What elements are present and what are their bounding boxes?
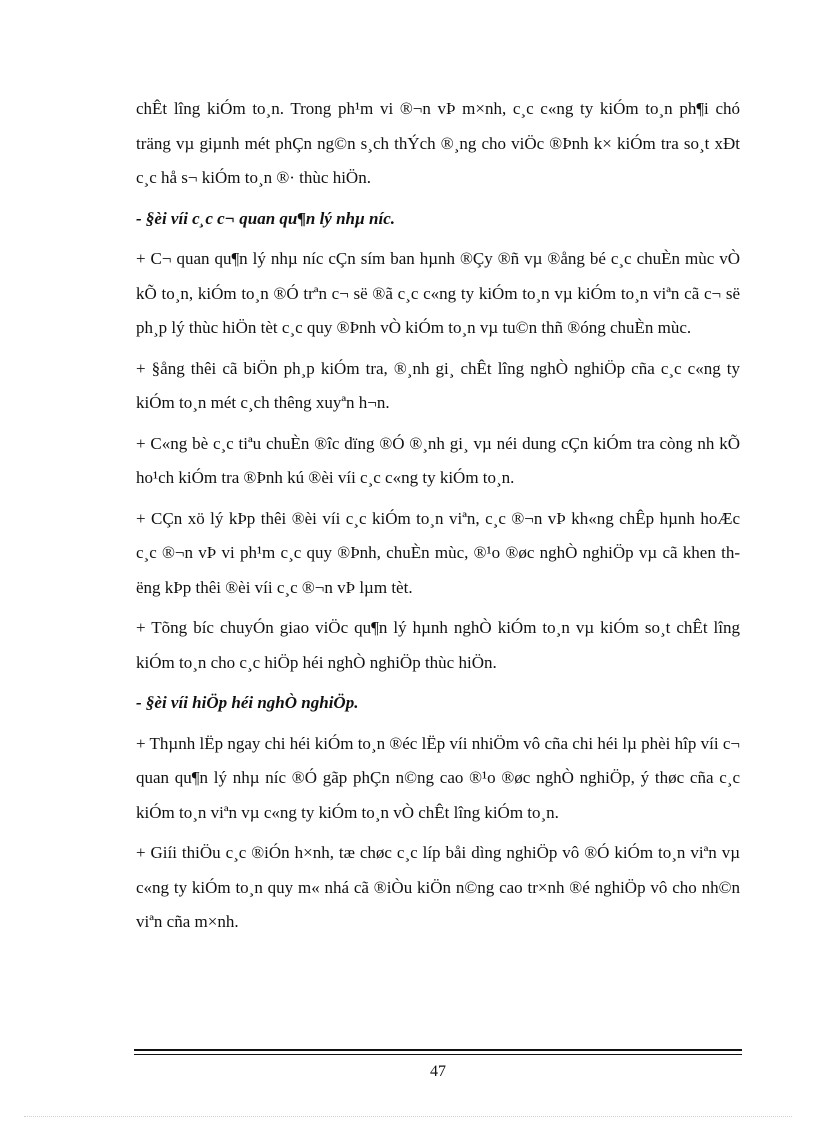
paragraph-quality-review: chÊt lîng kiÓm to¸n. Trong ph¹m vi ®¬n vÞ m×nh, c¸c c«ng ty kiÓm to¸n ph¶i chó träng vµ giµnh mét phÇn ng©n s¸ch thÝch ®¸ng cho viÖc ®Þnh k× kiÓm tra so¸t xÐt c¸c hå s¬ kiÓm to¸n ®· thùc hiÖn. [136, 99, 740, 187]
footer-rule-secondary [134, 1054, 742, 1055]
paragraph-handle-violations: + CÇn xö lý kÞp thêi ®èi víi c¸c kiÓm to¸n viªn, c¸c ®¬n vÞ kh«ng chÊp hµnh hoÆc c¸c ®¬n vÞ vi ph¹m c¸c quy ®Þnh, chuÈn mùc, ®¹o ®øc nghÒ nghiÖp vµ cã khen thëng kÞp thêi ®èi víi c¸c ®¬n vÞ lµm tèt. [136, 508, 740, 597]
paragraph-establish-branch: + Thµnh lËp ngay chi héi kiÓm to¸n ®éc lËp víi nhiÖm vô cña chi héi lµ phèi hîp víi c¬ quan qu¶n lý nhµ níc ®Ó gãp phÇn n©ng cao ®¹o ®øc nghÒ nghiÖp, ý thøc cña c¸c kiÓm to¸n viªn vµ c«ng ty kiÓm to¸n vÒ chÊt lîng kiÓm to¸n. [136, 733, 740, 822]
heading-state-agencies: - §èi víi c¸c c¬ quan qu¶n lý nhµ níc. [136, 208, 396, 228]
paragraph-inspection-measures: + §ång thêi cã biÖn ph¸p kiÓm tra, ®¸nh gi¸ chÊt lîng nghÒ nghiÖp cña c¸c c«ng ty kiÓm to¸n mét c¸ch thêng xuyªn h¬n. [136, 358, 740, 412]
paragraph-issue-standards: + C¬ quan qu¶n lý nhµ níc cÇn sím ban hµnh ®Çy ®ñ vµ ®ång bé c¸c chuÈn mùc vÒ kÕ to¸n, kiÓm to¸n ®Ó trªn c¬ së ®ã c¸c c«ng ty kiÓm to¸n vµ kiÓm to¸n viªn cã c¬ së ph¸p lý thùc hiÖn tèt c¸c quy ®Þnh vÒ kiÓm to¸n vµ tu©n thñ ®óng chuÈn mùc. [136, 249, 740, 337]
body-text [136, 92, 740, 946]
page-number: 47 [430, 1063, 446, 1080]
page-bottom-divider [24, 1116, 792, 1117]
heading-professional-association: - §èi víi hiÖp héi nghÒ nghiÖp. [136, 693, 359, 712]
footer-rule [134, 1049, 742, 1051]
paragraph-transfer-management: + Tõng bíc chuyÓn giao viÖc qu¶n lý hµnh nghÒ kiÓm to¸n vµ kiÓm so¸t chÊt lîng kiÓm to¸n cho c¸c hiÖp héi nghÒ nghiÖp thùc hiÖn. [136, 618, 740, 672]
paragraph-training: + Giíi thiÖu c¸c ®iÓn h×nh, tæ chøc c¸c líp båi dìng nghiÖp vô ®Ó kiÓm to¸n viªn vµ c«ng ty kiÓm to¸n quy m« nhá cã ®iÒu kiÖn n©ng cao tr×nh ®é nghiÖp vô cho nh©n viªn cña m×nh. [136, 843, 740, 931]
paragraph-publish-criteria: + C«ng bè c¸c tiªu chuÈn ®îc dïng ®Ó ®¸nh gi¸ vµ néi dung cÇn kiÓm tra còng nh kÕ ho¹ch kiÓm tra ®Þnh kú ®èi víi c¸c c«ng ty kiÓm to¸n. [136, 433, 740, 487]
